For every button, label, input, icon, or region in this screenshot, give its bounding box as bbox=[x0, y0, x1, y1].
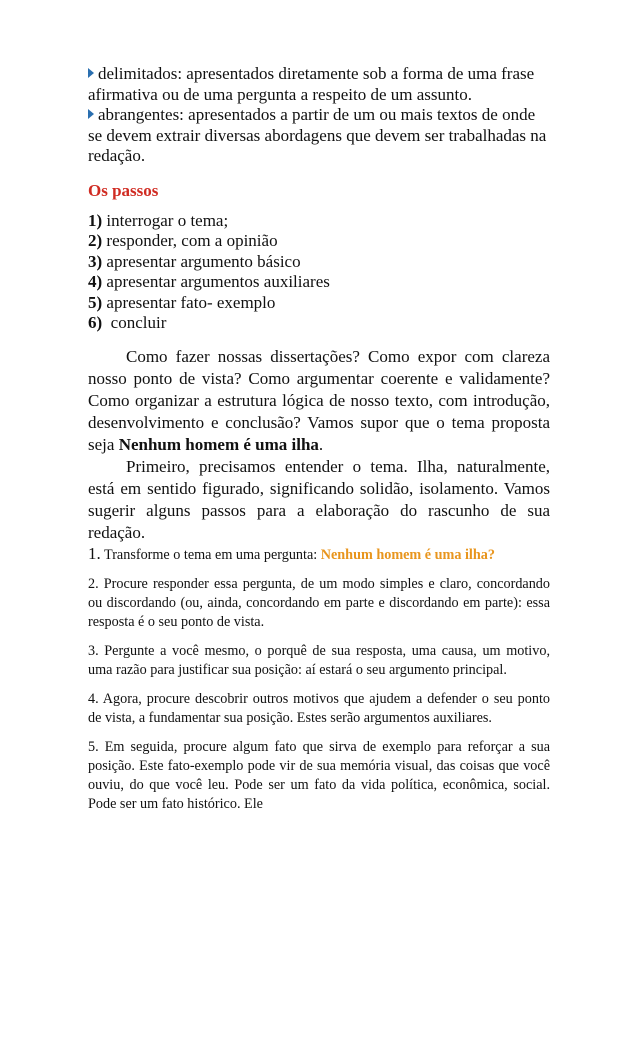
step-text: apresentar fato- exemplo bbox=[102, 292, 276, 312]
instruction-text: Transforme o tema em uma pergunta: bbox=[100, 546, 321, 563]
triangle-bullet-icon bbox=[88, 109, 94, 119]
step-number: 2) bbox=[88, 231, 103, 250]
step-item bbox=[88, 252, 550, 273]
list-item-delimitados bbox=[88, 64, 550, 105]
list-item-abrangentes bbox=[88, 105, 550, 167]
instruction-number: 1. bbox=[88, 543, 101, 563]
steps-list bbox=[88, 211, 550, 334]
step-text: concluir bbox=[102, 313, 167, 332]
step-item bbox=[88, 211, 550, 232]
essay-text: Como fazer nossas dissertações? Como expor com clareza nosso ponto de vista? Como argumentar coerente e validamente? Como organizar a estrutura lógica de nosso texto, com introdução, desenvolvimento e conclusão? Vamos supor que o tema proposta seja bbox=[88, 346, 550, 454]
theme-types-list bbox=[88, 64, 550, 167]
essay-body bbox=[88, 346, 550, 544]
triangle-bullet-icon bbox=[88, 68, 94, 78]
step-item bbox=[88, 293, 550, 314]
instruction-item: 3. Pergunte a você mesmo, o porquê de sua resposta, uma causa, um motivo, uma razão para justificar sua posição: aí estará o seu argumento principal. bbox=[88, 642, 550, 678]
document-page bbox=[88, 64, 550, 814]
step-item bbox=[88, 272, 550, 293]
list-item-text: abrangentes: apresentados a partir de um ou mais textos de onde se devem extrair diversas abordagens que devem ser trabalhadas na redação. bbox=[88, 105, 547, 165]
step-text: apresentar argumentos auxiliares bbox=[102, 272, 330, 291]
step-number: 3) bbox=[88, 251, 103, 271]
step-text: interrogar o tema; bbox=[102, 210, 229, 230]
step-number: 1) bbox=[88, 210, 103, 230]
essay-paragraph: Primeiro, precisamos entender o tema. Ilha, naturalmente, está em sentido figurado, significando solidão, isolamento. Vamos sugerir alguns passos para a elaboração do rascunho de sua redação. bbox=[88, 456, 550, 542]
essay-text: . bbox=[318, 434, 324, 454]
step-number: 4) bbox=[88, 272, 103, 291]
list-item-text: delimitados: apresentados diretamente sob a forma de uma frase afirmativa ou de uma pergunta a respeito de um assunto. bbox=[88, 64, 535, 104]
essay-paragraph bbox=[88, 346, 550, 456]
numbered-instructions bbox=[88, 544, 550, 814]
section-heading: Os passos bbox=[88, 180, 159, 200]
step-text: responder, com a opinião bbox=[102, 231, 278, 250]
step-text: apresentar argumento básico bbox=[102, 251, 301, 271]
step-item bbox=[88, 231, 550, 252]
step-number: 6) bbox=[88, 313, 103, 332]
theme-phrase: Nenhum homem é uma ilha bbox=[118, 434, 319, 454]
step-item bbox=[88, 313, 550, 334]
instruction-item: 2. Procure responder essa pergunta, de um modo simples e claro, concordando ou discordando (ou, ainda, concordando em parte e discordando em parte): essa resposta é o seu ponto de vista. bbox=[88, 575, 550, 630]
highlighted-question: Nenhum homem é uma ilha? bbox=[320, 546, 495, 563]
step-number: 5) bbox=[88, 292, 103, 312]
instruction-item: 5. Em seguida, procure algum fato que sirva de exemplo para reforçar a sua posição. Este fato-exemplo pode vir de sua memória visual, das coisas que você ouviu, do que você leu. Pode ser um fato da vida política, econômica, social. Pode ser um fato histórico. Ele bbox=[88, 738, 550, 812]
instruction-item bbox=[88, 544, 550, 565]
instruction-item: 4. Agora, procure descobrir outros motivos que ajudem a defender o seu ponto de vista, a fundamentar sua posição. Estes serão argumentos auxiliares. bbox=[88, 690, 550, 726]
